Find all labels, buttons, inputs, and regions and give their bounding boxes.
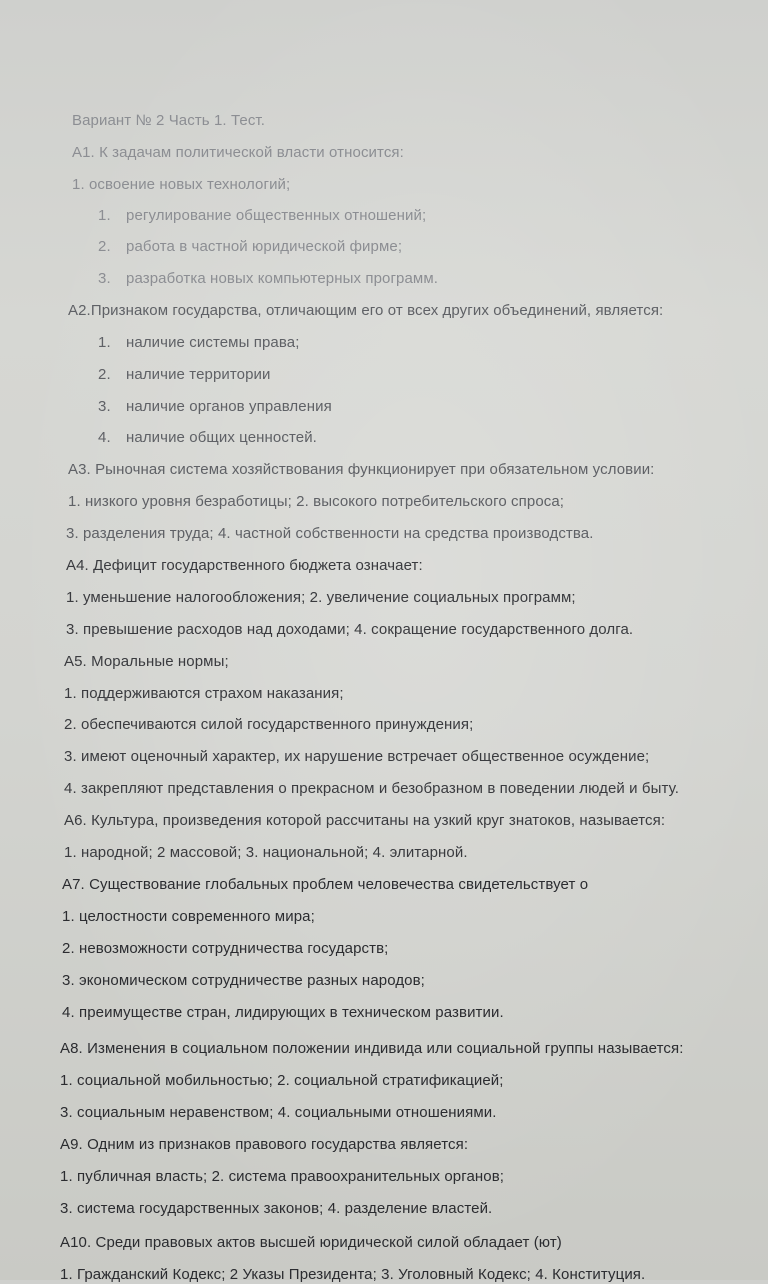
option-number: 3. (98, 270, 111, 287)
answer-line: 3. имеют оценочный характер, их нарушение встречает общественное осуждение; (64, 748, 650, 765)
answer-line: 1. низкого уровня безработицы; 2. высокого потребительского спроса; (68, 493, 565, 510)
option-text: наличие органов управления (126, 398, 332, 415)
answer-line: 2. обеспечиваются силой государственного принуждения; (64, 716, 474, 733)
option-text: работа в частной юридической фирме; (126, 238, 403, 255)
answer-option (98, 270, 438, 288)
question-a8: А8. Изменения в социальном положении индивида или социальной группы называется: (60, 1040, 684, 1057)
answer-line: 1. социальной мобильностью; 2. социальной стратификацией; (60, 1072, 504, 1089)
answer-line: 1. уменьшение налогообложения; 2. увеличение социальных программ; (66, 589, 576, 606)
answer-line: 3. разделения труда; 4. частной собственности на средства производства. (66, 525, 594, 542)
option-number: 1. (98, 207, 111, 224)
answer-line: 4. преимуществе стран, лидирующих в техническом развитии. (62, 1004, 504, 1021)
answer-line: 4. закрепляют представления о прекрасном и безобразном в поведении людей и быту. (64, 780, 679, 797)
answer-line: 2. невозможности сотрудничества государств; (62, 940, 389, 957)
question-a4: А4. Дефицит государственного бюджета означает: (66, 557, 423, 574)
option-text: наличие системы права; (126, 334, 300, 351)
answer-line: 3. система государственных законов; 4. разделение властей. (60, 1200, 493, 1217)
option-text: регулирование общественных отношений; (126, 207, 427, 224)
answer-line: 1. целостности современного мира; (62, 908, 315, 925)
answer-line: 1. Гражданский Кодекс; 2 Указы Президента; 3. Уголовный Кодекс; 4. Конституция. (60, 1266, 646, 1283)
answer-line: 1. освоение новых технологий; (72, 176, 291, 193)
option-number: 2. (98, 366, 111, 383)
answer-line: 3. социальным неравенством; 4. социальными отношениями. (60, 1104, 497, 1121)
question-a6: А6. Культура, произведения которой рассчитаны на узкий круг знатоков, называется: (64, 812, 666, 829)
question-a2: А2.Признаком государства, отличающим его от всех других объединений, является: (68, 302, 664, 319)
question-a1: А1. К задачам политической власти относится: (72, 144, 404, 161)
answer-option (98, 398, 332, 416)
answer-line: 3. экономическом сотрудничестве разных народов; (62, 972, 425, 989)
question-a10: А10. Среди правовых актов высшей юридической силой обладает (ют) (60, 1234, 562, 1251)
option-number: 4. (98, 429, 111, 446)
question-a9: А9. Одним из признаков правового государства является: (60, 1136, 469, 1153)
option-text: наличие общих ценностей. (126, 429, 317, 446)
page-title: Вариант № 2 Часть 1. Тест. (72, 112, 266, 129)
answer-option (98, 334, 299, 352)
option-number: 1. (98, 334, 111, 351)
question-a7: А7. Существование глобальных проблем человечества свидетельствует о (62, 876, 589, 893)
answer-line: 1. поддерживаются страхом наказания; (64, 685, 344, 702)
answer-line: 1. народной; 2 массовой; 3. национальной; 4. элитарной. (64, 844, 468, 861)
option-number: 3. (98, 398, 111, 415)
answer-option (98, 429, 317, 447)
answer-option (98, 366, 271, 384)
answer-line: 1. публичная власть; 2. система правоохранительных органов; (60, 1168, 505, 1185)
question-a5: А5. Моральные нормы; (64, 653, 229, 670)
option-text: наличие территории (126, 366, 271, 383)
answer-option (98, 238, 402, 256)
question-a3: А3. Рыночная система хозяйствования функционирует при обязательном условии: (68, 461, 655, 478)
answer-option (98, 207, 426, 225)
option-number: 2. (98, 238, 111, 255)
answer-line: 3. превышение расходов над доходами; 4. сокращение государственного долга. (66, 621, 634, 638)
option-text: разработка новых компьютерных программ. (126, 270, 439, 287)
